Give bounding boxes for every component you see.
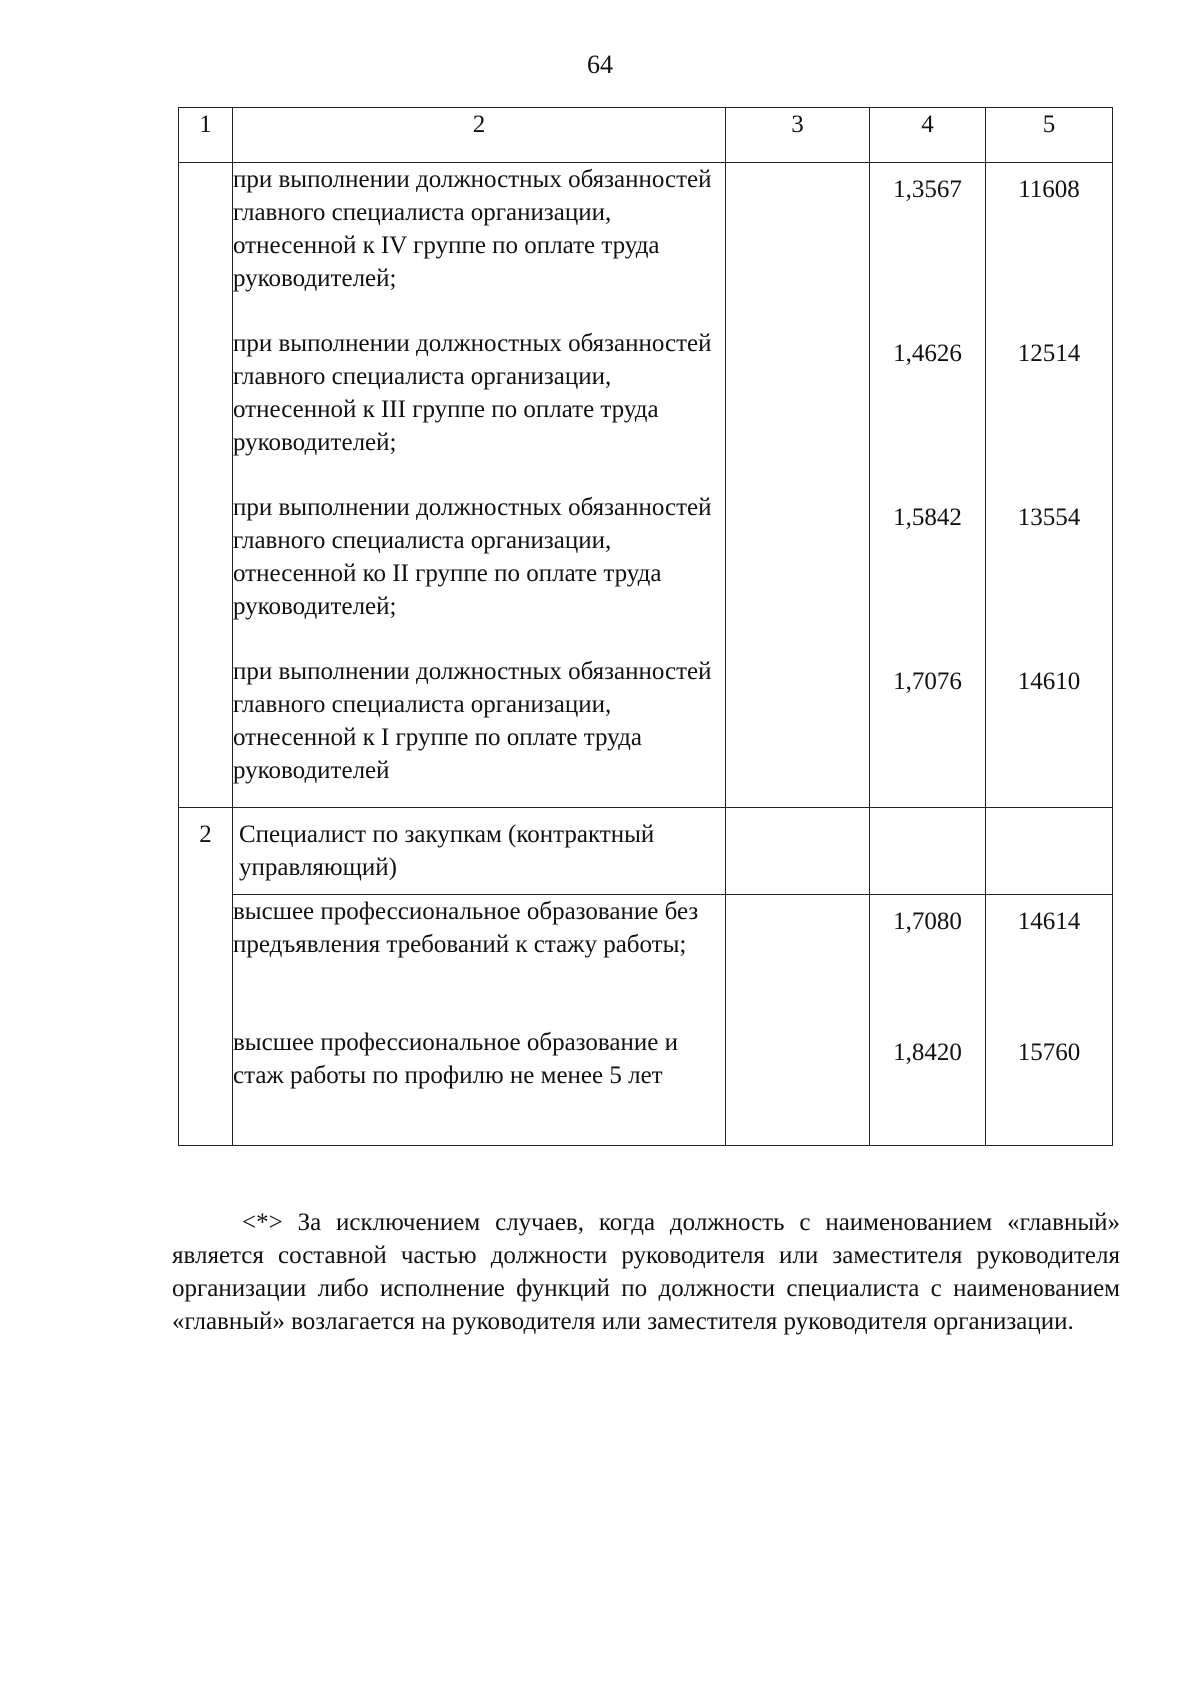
row-number-cell <box>179 163 233 808</box>
salary-cell <box>986 163 1113 808</box>
empty-cell <box>986 808 1113 895</box>
coefficient-value: 1,7080 <box>893 908 962 935</box>
empty-cell <box>726 163 870 808</box>
table-row <box>179 895 1113 1146</box>
salary-value: 13554 <box>1017 504 1081 531</box>
salary-table <box>178 107 1113 1146</box>
coefficient-value: 1,3567 <box>893 176 962 203</box>
row-number-cell: 2 <box>179 808 233 1146</box>
entry-text: при выполнении должностных обязанностей главного специалиста организации, отнесенной к III группе по оплате труда руководителей; <box>233 330 712 456</box>
page-number: 64 <box>587 50 613 79</box>
empty-cell <box>726 895 870 1146</box>
coefficient-cell <box>870 163 986 808</box>
column-header-4: 4 <box>870 108 986 163</box>
column-header-2: 2 <box>233 108 726 163</box>
column-header-1: 1 <box>179 108 233 163</box>
entry-text: при выполнении должностных обязанностей главного специалиста организации, отнесенной к IV группе по оплате труда руководителей; <box>233 166 712 292</box>
entry-text: высшее профессиональное образование без предъявления требований к стажу работы; <box>233 898 699 958</box>
table-row <box>179 808 1113 895</box>
position-title-cell: Специалист по закупкам (контрактный управляющий) <box>233 808 726 895</box>
description-cell <box>233 895 726 1146</box>
coefficient-cell <box>870 895 986 1146</box>
salary-value: 14610 <box>1017 668 1081 695</box>
empty-cell <box>726 808 870 895</box>
entry-text: высшее профессиональное образование и стаж работы по профилю не менее 5 лет <box>233 1029 678 1089</box>
salary-value: 11608 <box>1018 176 1080 203</box>
salary-value: 12514 <box>1017 340 1081 367</box>
column-header-3: 3 <box>726 108 870 163</box>
column-header-5: 5 <box>986 108 1113 163</box>
coefficient-value: 1,7076 <box>893 668 962 695</box>
empty-cell <box>870 808 986 895</box>
coefficient-value: 1,5842 <box>893 504 962 531</box>
coefficient-value: 1,4626 <box>893 340 962 367</box>
entry-text: при выполнении должностных обязанностей главного специалиста организации, отнесенной к I группе по оплате труда руководителей <box>233 658 712 784</box>
table-header-row <box>179 108 1113 163</box>
coefficient-value: 1,8420 <box>893 1039 962 1066</box>
entry-text: при выполнении должностных обязанностей главного специалиста организации, отнесенной ко II группе по оплате труда руководителей; <box>233 494 712 620</box>
salary-cell <box>986 895 1113 1146</box>
table-row <box>179 163 1113 808</box>
salary-value: 15760 <box>1017 1039 1081 1066</box>
description-cell <box>233 163 726 808</box>
footnote: <*> За исключением случаев, когда должность с наименованием «главный» является составной частью должности руководителя или заместителя руководителя организации либо исполнение функций по должности специалиста с наименованием «главный» возлагается на руководителя или заместителя руководителя организации. <box>172 1209 1120 1335</box>
salary-value: 14614 <box>1017 908 1081 935</box>
